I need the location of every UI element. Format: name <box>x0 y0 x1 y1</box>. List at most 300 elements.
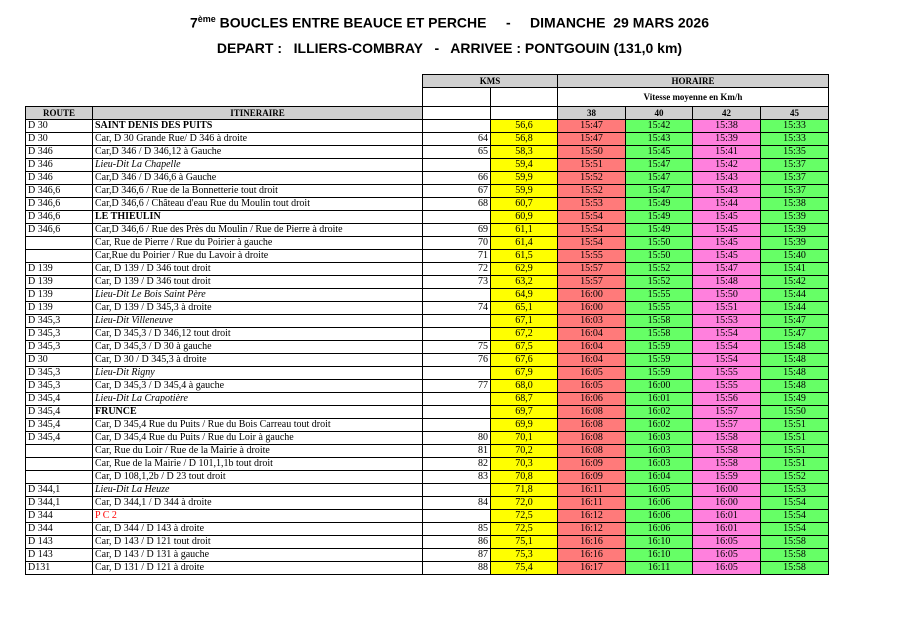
time-38-cell: 16:08 <box>558 406 626 419</box>
kms-cell: 58,3 <box>491 146 558 159</box>
time-40-cell: 16:10 <box>626 549 693 562</box>
route-cell: D 30 <box>26 120 93 133</box>
itinerary-cell: Lieu-Dit Villeneuve <box>93 315 423 328</box>
table-row <box>26 367 829 380</box>
itinerary-cell: Car,Rue du Poirier / Rue du Lavoir à droite <box>93 250 423 263</box>
itinerary-cell: Car, D 344 / D 143 à droite <box>93 523 423 536</box>
itinerary-cell: Car, D 344,1 / D 344 à droite <box>93 497 423 510</box>
time-40-cell: 15:49 <box>626 198 693 211</box>
table-row <box>26 419 829 432</box>
time-38-cell: 16:16 <box>558 549 626 562</box>
speed-header-42: 42 <box>693 107 761 120</box>
kms-cell: 70,3 <box>491 458 558 471</box>
km-marker-cell: 84 <box>423 497 491 510</box>
time-45-cell: 15:58 <box>761 536 829 549</box>
time-42-cell: 15:55 <box>693 380 761 393</box>
itinerary-cell: Car, D 345,3 / D 345,4 à gauche <box>93 380 423 393</box>
route-cell: D 346,6 <box>26 211 93 224</box>
time-42-cell: 15:45 <box>693 237 761 250</box>
route-cell: D 346,6 <box>26 224 93 237</box>
table-row <box>26 211 829 224</box>
kms-cell: 59,9 <box>491 172 558 185</box>
time-45-cell: 15:47 <box>761 328 829 341</box>
route-cell: D 346,6 <box>26 198 93 211</box>
kms-cell: 60,7 <box>491 198 558 211</box>
kms-empty-cell <box>423 88 491 107</box>
header-empty-cell <box>93 88 423 107</box>
time-40-cell: 16:03 <box>626 432 693 445</box>
km-marker-cell: 87 <box>423 549 491 562</box>
time-40-cell: 15:58 <box>626 328 693 341</box>
route-cell: D 346 <box>26 159 93 172</box>
itinerary-cell: Car, D 345,4 Rue du Puits / Rue du Loir à gauche <box>93 432 423 445</box>
km-marker-cell: 72 <box>423 263 491 276</box>
time-38-cell: 16:11 <box>558 484 626 497</box>
kms-cell: 56,6 <box>491 120 558 133</box>
time-42-cell: 15:48 <box>693 276 761 289</box>
time-42-cell: 15:57 <box>693 406 761 419</box>
time-40-cell: 15:50 <box>626 237 693 250</box>
time-45-cell: 15:48 <box>761 367 829 380</box>
km-marker-cell: 88 <box>423 562 491 575</box>
km-marker-cell <box>423 419 491 432</box>
header-empty-cell <box>26 75 93 88</box>
title-ordinal: 7 <box>189 14 198 31</box>
route-cell: D 346 <box>26 146 93 159</box>
header-empty-cell <box>26 88 93 107</box>
itinerary-cell: Car, D 143 / D 121 tout droit <box>93 536 423 549</box>
time-40-cell: 15:47 <box>626 185 693 198</box>
time-45-cell: 15:58 <box>761 549 829 562</box>
kms-header: KMS <box>423 75 558 88</box>
km-marker-cell: 66 <box>423 172 491 185</box>
route-cell <box>26 445 93 458</box>
time-40-cell: 16:10 <box>626 536 693 549</box>
table-row <box>26 146 829 159</box>
km-marker-cell <box>423 211 491 224</box>
time-45-cell: 15:51 <box>761 432 829 445</box>
km-marker-cell: 81 <box>423 445 491 458</box>
table-row <box>26 250 829 263</box>
itinerary-cell: Lieu-Dit La Heuze <box>93 484 423 497</box>
time-40-cell: 15:49 <box>626 211 693 224</box>
km-marker-cell: 73 <box>423 276 491 289</box>
itinerary-cell: Car,D 346,6 / Rue de la Bonnetterie tout droit <box>93 185 423 198</box>
time-38-cell: 16:16 <box>558 536 626 549</box>
kms-cell: 61,5 <box>491 250 558 263</box>
time-45-cell: 15:49 <box>761 393 829 406</box>
time-42-cell: 15:43 <box>693 185 761 198</box>
time-40-cell: 16:06 <box>626 497 693 510</box>
table-row <box>26 432 829 445</box>
time-42-cell: 16:05 <box>693 562 761 575</box>
time-42-cell: 15:53 <box>693 315 761 328</box>
time-45-cell: 15:33 <box>761 133 829 146</box>
itinerary-cell: SAINT DENIS DES PUITS <box>93 120 423 133</box>
kms-empty-cell <box>491 107 558 120</box>
time-40-cell: 15:52 <box>626 276 693 289</box>
km-marker-cell <box>423 393 491 406</box>
time-45-cell: 15:35 <box>761 146 829 159</box>
time-45-cell: 15:40 <box>761 250 829 263</box>
time-42-cell: 15:54 <box>693 328 761 341</box>
time-42-cell: 15:59 <box>693 471 761 484</box>
time-38-cell: 16:17 <box>558 562 626 575</box>
kms-cell: 67,9 <box>491 367 558 380</box>
time-42-cell: 15:50 <box>693 289 761 302</box>
kms-cell: 61,1 <box>491 224 558 237</box>
itinerary-cell: LE THIEULIN <box>93 211 423 224</box>
table-row <box>26 536 829 549</box>
table-row <box>26 133 829 146</box>
time-38-cell: 15:51 <box>558 159 626 172</box>
time-38-cell: 16:00 <box>558 289 626 302</box>
km-marker-cell <box>423 315 491 328</box>
time-42-cell: 15:39 <box>693 133 761 146</box>
km-marker-cell: 83 <box>423 471 491 484</box>
itinerary-cell: Car, D 30 Grande Rue/ D 346 à droite <box>93 133 423 146</box>
route-schedule-table <box>25 74 829 575</box>
route-cell: D 344 <box>26 510 93 523</box>
route-cell: D 345,3 <box>26 328 93 341</box>
time-40-cell: 16:00 <box>626 380 693 393</box>
route-cell <box>26 250 93 263</box>
itinerary-cell: Car,D 346 / D 346,6 à Gauche <box>93 172 423 185</box>
time-42-cell: 16:01 <box>693 523 761 536</box>
kms-cell: 56,8 <box>491 133 558 146</box>
route-cell: D 345,3 <box>26 367 93 380</box>
route-cell: D 143 <box>26 549 93 562</box>
table-row <box>26 354 829 367</box>
table-row <box>26 406 829 419</box>
time-38-cell: 15:47 <box>558 120 626 133</box>
time-42-cell: 15:51 <box>693 302 761 315</box>
kms-cell: 61,4 <box>491 237 558 250</box>
km-marker-cell: 71 <box>423 250 491 263</box>
route-cell: D 30 <box>26 354 93 367</box>
kms-cell: 68,7 <box>491 393 558 406</box>
km-marker-cell: 76 <box>423 354 491 367</box>
time-40-cell: 16:03 <box>626 445 693 458</box>
time-45-cell: 15:44 <box>761 302 829 315</box>
km-marker-cell: 82 <box>423 458 491 471</box>
speed-header-45: 45 <box>761 107 829 120</box>
header-row-1 <box>26 75 829 88</box>
itinerary-cell: Car, D 345,3 / D 346,12 tout droit <box>93 328 423 341</box>
time-45-cell: 15:50 <box>761 406 829 419</box>
table-row <box>26 510 829 523</box>
time-45-cell: 15:47 <box>761 315 829 328</box>
table-row <box>26 445 829 458</box>
itinerary-cell: Lieu-Dit Rigny <box>93 367 423 380</box>
table-row <box>26 497 829 510</box>
time-38-cell: 16:08 <box>558 432 626 445</box>
time-40-cell: 16:02 <box>626 406 693 419</box>
kms-cell: 62,9 <box>491 263 558 276</box>
time-38-cell: 16:04 <box>558 341 626 354</box>
table-row <box>26 198 829 211</box>
time-38-cell: 15:57 <box>558 263 626 276</box>
time-42-cell: 16:00 <box>693 497 761 510</box>
km-marker-cell <box>423 367 491 380</box>
kms-cell: 75,4 <box>491 562 558 575</box>
time-45-cell: 15:37 <box>761 185 829 198</box>
time-40-cell: 15:59 <box>626 341 693 354</box>
time-45-cell: 15:39 <box>761 224 829 237</box>
itinerary-cell: Car, D 30 / D 345,3 à droite <box>93 354 423 367</box>
kms-cell: 72,5 <box>491 523 558 536</box>
route-cell: D 345,4 <box>26 432 93 445</box>
table-row <box>26 549 829 562</box>
speed-header-38: 38 <box>558 107 626 120</box>
header-empty-cell <box>93 75 423 88</box>
time-40-cell: 15:45 <box>626 146 693 159</box>
time-42-cell: 15:54 <box>693 354 761 367</box>
route-cell: D 30 <box>26 133 93 146</box>
time-45-cell: 15:52 <box>761 471 829 484</box>
route-cell: D 139 <box>26 289 93 302</box>
time-38-cell: 15:55 <box>558 250 626 263</box>
time-40-cell: 16:02 <box>626 419 693 432</box>
time-45-cell: 15:58 <box>761 562 829 575</box>
time-45-cell: 15:37 <box>761 159 829 172</box>
kms-cell: 63,2 <box>491 276 558 289</box>
table-row <box>26 393 829 406</box>
table-row <box>26 380 829 393</box>
itinerary-cell: P C 2 <box>93 510 423 523</box>
horaire-header: HORAIRE <box>558 75 829 88</box>
route-cell: D 345,4 <box>26 419 93 432</box>
time-42-cell: 15:57 <box>693 419 761 432</box>
route-cell: D 344,1 <box>26 497 93 510</box>
time-40-cell: 15:59 <box>626 354 693 367</box>
time-38-cell: 16:11 <box>558 497 626 510</box>
table-row <box>26 302 829 315</box>
vitesse-header: Vitesse moyenne en Km/h <box>558 88 829 107</box>
itinerary-cell: Lieu-Dit La Chapelle <box>93 159 423 172</box>
itinerary-cell: Car, D 131 / D 121 à droite <box>93 562 423 575</box>
time-45-cell: 15:48 <box>761 341 829 354</box>
table-row <box>26 471 829 484</box>
kms-cell: 64,9 <box>491 289 558 302</box>
time-42-cell: 15:42 <box>693 159 761 172</box>
table-row <box>26 315 829 328</box>
kms-cell: 67,5 <box>491 341 558 354</box>
time-45-cell: 15:54 <box>761 523 829 536</box>
route-cell <box>26 458 93 471</box>
km-marker-cell <box>423 120 491 133</box>
time-45-cell: 15:37 <box>761 172 829 185</box>
time-38-cell: 15:54 <box>558 211 626 224</box>
time-40-cell: 16:06 <box>626 510 693 523</box>
time-38-cell: 16:08 <box>558 419 626 432</box>
itinerary-cell: Lieu-Dit Le Bois Saint Père <box>93 289 423 302</box>
time-38-cell: 16:05 <box>558 380 626 393</box>
document-subtitle: DEPART : ILLIERS-COMBRAY - ARRIVEE : PONTGOUIN (131,0 km) <box>216 40 683 56</box>
title-ordinal-suffix: ème <box>197 14 216 24</box>
time-45-cell: 15:41 <box>761 263 829 276</box>
kms-cell: 72,5 <box>491 510 558 523</box>
km-marker-cell: 68 <box>423 198 491 211</box>
route-cell <box>26 471 93 484</box>
km-marker-cell <box>423 406 491 419</box>
time-38-cell: 16:03 <box>558 315 626 328</box>
itinerary-cell: Car, D 143 / D 131 à gauche <box>93 549 423 562</box>
km-marker-cell: 70 <box>423 237 491 250</box>
kms-cell: 70,2 <box>491 445 558 458</box>
kms-cell: 72,0 <box>491 497 558 510</box>
time-42-cell: 15:54 <box>693 341 761 354</box>
route-cell: D 345,4 <box>26 393 93 406</box>
itinerary-cell: Car, D 139 / D 345,3 à droite <box>93 302 423 315</box>
time-45-cell: 15:54 <box>761 497 829 510</box>
table-row <box>26 276 829 289</box>
kms-cell: 65,1 <box>491 302 558 315</box>
time-38-cell: 16:12 <box>558 523 626 536</box>
route-cell <box>26 237 93 250</box>
itinerary-cell: Car, D 345,3 / D 30 à gauche <box>93 341 423 354</box>
table-row <box>26 224 829 237</box>
time-40-cell: 16:03 <box>626 458 693 471</box>
time-38-cell: 15:47 <box>558 133 626 146</box>
time-45-cell: 15:48 <box>761 354 829 367</box>
time-42-cell: 15:41 <box>693 146 761 159</box>
time-38-cell: 15:52 <box>558 172 626 185</box>
table-row <box>26 159 829 172</box>
time-42-cell: 15:58 <box>693 432 761 445</box>
time-45-cell: 15:53 <box>761 484 829 497</box>
time-40-cell: 15:49 <box>626 224 693 237</box>
time-42-cell: 15:43 <box>693 172 761 185</box>
time-40-cell: 15:43 <box>626 133 693 146</box>
table-row <box>26 328 829 341</box>
time-40-cell: 15:47 <box>626 159 693 172</box>
route-cell: D 345,3 <box>26 341 93 354</box>
time-40-cell: 15:52 <box>626 263 693 276</box>
time-42-cell: 16:05 <box>693 549 761 562</box>
route-cell: D131 <box>26 562 93 575</box>
kms-cell: 67,2 <box>491 328 558 341</box>
kms-cell: 60,9 <box>491 211 558 224</box>
time-45-cell: 15:44 <box>761 289 829 302</box>
itinerary-cell: Car, D 108,1,2b / D 23 tout droit <box>93 471 423 484</box>
km-marker-cell: 69 <box>423 224 491 237</box>
kms-cell: 59,4 <box>491 159 558 172</box>
time-42-cell: 16:01 <box>693 510 761 523</box>
time-45-cell: 15:38 <box>761 198 829 211</box>
kms-cell: 70,1 <box>491 432 558 445</box>
time-38-cell: 16:12 <box>558 510 626 523</box>
title-event: BOUCLES ENTRE BEAUCE ET PERCHE - DIMANCHE 29 MARS 2026 <box>215 14 709 31</box>
time-38-cell: 16:04 <box>558 328 626 341</box>
time-40-cell: 15:55 <box>626 302 693 315</box>
kms-empty-cell <box>491 88 558 107</box>
time-42-cell: 16:05 <box>693 536 761 549</box>
header-row-3 <box>26 107 829 120</box>
km-marker-cell: 65 <box>423 146 491 159</box>
time-45-cell: 15:54 <box>761 510 829 523</box>
km-marker-cell: 86 <box>423 536 491 549</box>
route-cell: D 344 <box>26 523 93 536</box>
time-42-cell: 15:45 <box>693 224 761 237</box>
time-40-cell: 15:55 <box>626 289 693 302</box>
itinerary-cell: Car, D 345,4 Rue du Puits / Rue du Bois Carreau tout droit <box>93 419 423 432</box>
table-row <box>26 484 829 497</box>
km-marker-cell: 75 <box>423 341 491 354</box>
itinerary-cell: Lieu-Dit La Crapotière <box>93 393 423 406</box>
itinerary-cell: Car, D 139 / D 346 tout droit <box>93 263 423 276</box>
table-row <box>26 289 829 302</box>
itinerary-cell: Car,D 346,6 / Château d'eau Rue du Moulin tout droit <box>93 198 423 211</box>
table-row <box>26 562 829 575</box>
table-row <box>26 185 829 198</box>
km-marker-cell: 77 <box>423 380 491 393</box>
time-38-cell: 15:52 <box>558 185 626 198</box>
kms-cell: 59,9 <box>491 185 558 198</box>
kms-cell: 67,1 <box>491 315 558 328</box>
time-40-cell: 16:01 <box>626 393 693 406</box>
time-42-cell: 15:45 <box>693 211 761 224</box>
time-38-cell: 16:00 <box>558 302 626 315</box>
time-45-cell: 15:39 <box>761 211 829 224</box>
time-40-cell: 16:05 <box>626 484 693 497</box>
route-cell: D 344,1 <box>26 484 93 497</box>
time-45-cell: 15:51 <box>761 419 829 432</box>
time-42-cell: 15:55 <box>693 367 761 380</box>
itinerary-cell: Car,D 346,6 / Rue des Près du Moulin / Rue de Pierre à droite <box>93 224 423 237</box>
kms-empty-cell <box>423 107 491 120</box>
time-38-cell: 15:53 <box>558 198 626 211</box>
time-45-cell: 15:48 <box>761 380 829 393</box>
time-42-cell: 15:47 <box>693 263 761 276</box>
time-42-cell: 15:56 <box>693 393 761 406</box>
itinerary-cell: Car, D 139 / D 346 tout droit <box>93 276 423 289</box>
time-42-cell: 15:38 <box>693 120 761 133</box>
time-38-cell: 16:04 <box>558 354 626 367</box>
route-cell: D 345,3 <box>26 315 93 328</box>
speed-header-40: 40 <box>626 107 693 120</box>
km-marker-cell <box>423 159 491 172</box>
route-cell: D 346,6 <box>26 185 93 198</box>
route-cell: D 139 <box>26 263 93 276</box>
kms-cell: 75,1 <box>491 536 558 549</box>
time-42-cell: 15:44 <box>693 198 761 211</box>
kms-cell: 68,0 <box>491 380 558 393</box>
time-40-cell: 16:04 <box>626 471 693 484</box>
time-45-cell: 15:51 <box>761 458 829 471</box>
route-cell: D 346 <box>26 172 93 185</box>
time-40-cell: 15:59 <box>626 367 693 380</box>
route-cell: D 345,3 <box>26 380 93 393</box>
time-45-cell: 15:33 <box>761 120 829 133</box>
time-42-cell: 16:00 <box>693 484 761 497</box>
time-42-cell: 15:45 <box>693 250 761 263</box>
time-45-cell: 15:51 <box>761 445 829 458</box>
time-40-cell: 15:58 <box>626 315 693 328</box>
kms-cell: 75,3 <box>491 549 558 562</box>
time-40-cell: 15:47 <box>626 172 693 185</box>
time-38-cell: 16:09 <box>558 471 626 484</box>
time-40-cell: 15:50 <box>626 250 693 263</box>
time-40-cell: 16:11 <box>626 562 693 575</box>
itinerary-cell: Car, Rue de la Mairie / D 101,1,1b tout droit <box>93 458 423 471</box>
route-cell: D 143 <box>26 536 93 549</box>
time-40-cell: 15:42 <box>626 120 693 133</box>
itinerary-cell: Car, Rue du Loir / Rue de la Mairie à droite <box>93 445 423 458</box>
route-cell: D 139 <box>26 302 93 315</box>
km-marker-cell <box>423 328 491 341</box>
route-cell: D 139 <box>26 276 93 289</box>
